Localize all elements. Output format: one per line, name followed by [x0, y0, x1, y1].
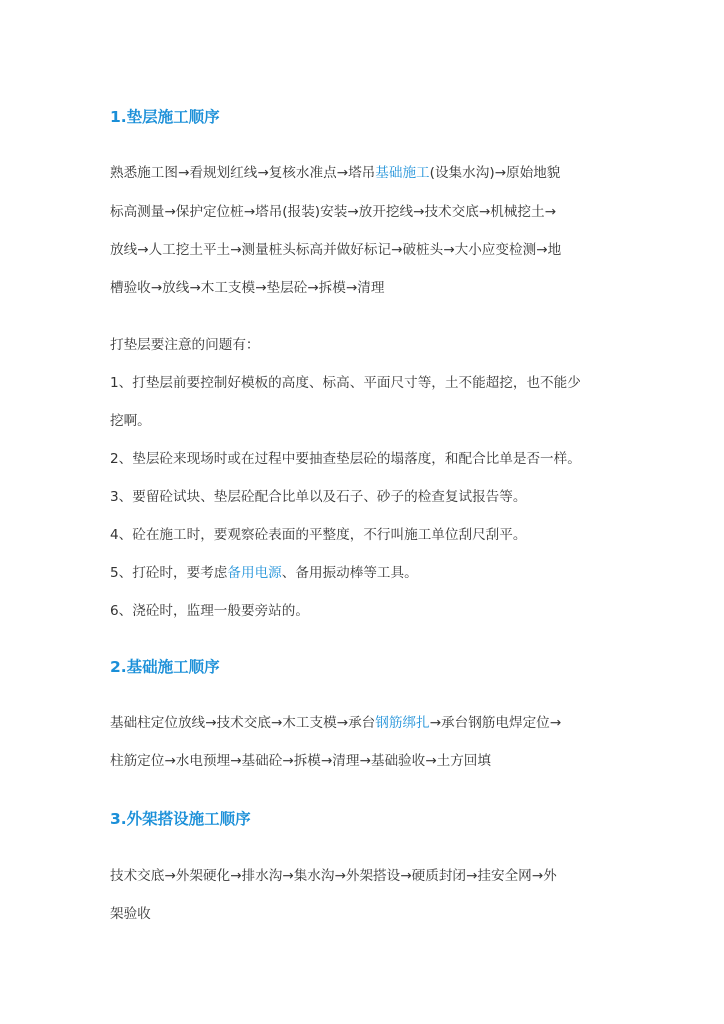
section-2-heading: 2.基础施工顺序: [110, 658, 220, 676]
section-3-line-2: 架验收: [110, 906, 151, 922]
note-2: 2、垫层砼来现场时或在过程中要抽查垫层砼的塌落度，和配合比单是否一样。: [110, 451, 581, 467]
section-2-line-2: 柱筋定位→水电预埋→基础砼→拆模→清理→基础验收→土方回填: [110, 753, 491, 769]
backup-power-link[interactable]: 备用电源: [227, 565, 282, 581]
section-2-line-1: [110, 713, 561, 733]
text-segment: (设集水沟)→原始地貌: [429, 165, 561, 181]
text-segment: 熟悉施工图→看规划红线→复核水准点→塔吊: [110, 165, 376, 181]
section-1-sequence-line-1: [110, 163, 560, 183]
note-1-line-1: 1、打垫层前要控制好模板的高度、标高、平面尺寸等，土不能超挖，也不能少: [110, 375, 581, 391]
note-1-line-2: 挖啊。: [110, 413, 151, 429]
note-6: 6、浇砼时，监理一般要旁站的。: [110, 603, 309, 619]
section-1-heading: 1.垫层施工顺序: [110, 108, 220, 126]
section-1-sequence-line-2: 标高测量→保护定位桩→塔吊(报装)安装→放开挖线→技术交底→机械挖土→: [110, 204, 556, 220]
note-5: [110, 563, 418, 583]
section-1-sequence-line-4: 槽验收→放线→木工支模→垫层砼→拆模→清理: [110, 280, 385, 296]
text-segment: 、备用振动棒等工具。: [281, 565, 418, 581]
note-4: 4、砼在施工时，要观察砼表面的平整度，不行叫施工单位刮尺刮平。: [110, 527, 527, 543]
text-segment: 5、打砼时，要考虑: [110, 565, 228, 581]
section-3-line-1: 技术交底→外架硬化→排水沟→集水沟→外架搭设→硬质封闭→挂安全网→外: [110, 868, 557, 884]
foundation-construction-link[interactable]: 基础施工: [375, 165, 430, 181]
rebar-binding-link[interactable]: 钢筋绑扎: [375, 715, 430, 731]
section-3-heading: 3.外架搭设施工顺序: [110, 810, 251, 828]
notes-intro: 打垫层要注意的问题有：: [110, 337, 260, 353]
text-segment: 基础柱定位放线→技术交底→木工支模→承台: [110, 715, 376, 731]
text-segment: →承台钢筋电焊定位→: [429, 715, 562, 731]
section-1-sequence-line-3: 放线→人工挖土平土→测量桩头标高并做好标记→破桩头→大小应变检测→地: [110, 242, 562, 258]
note-3: 3、要留砼试块、垫层砼配合比单以及石子、砂子的检查复试报告等。: [110, 489, 527, 505]
